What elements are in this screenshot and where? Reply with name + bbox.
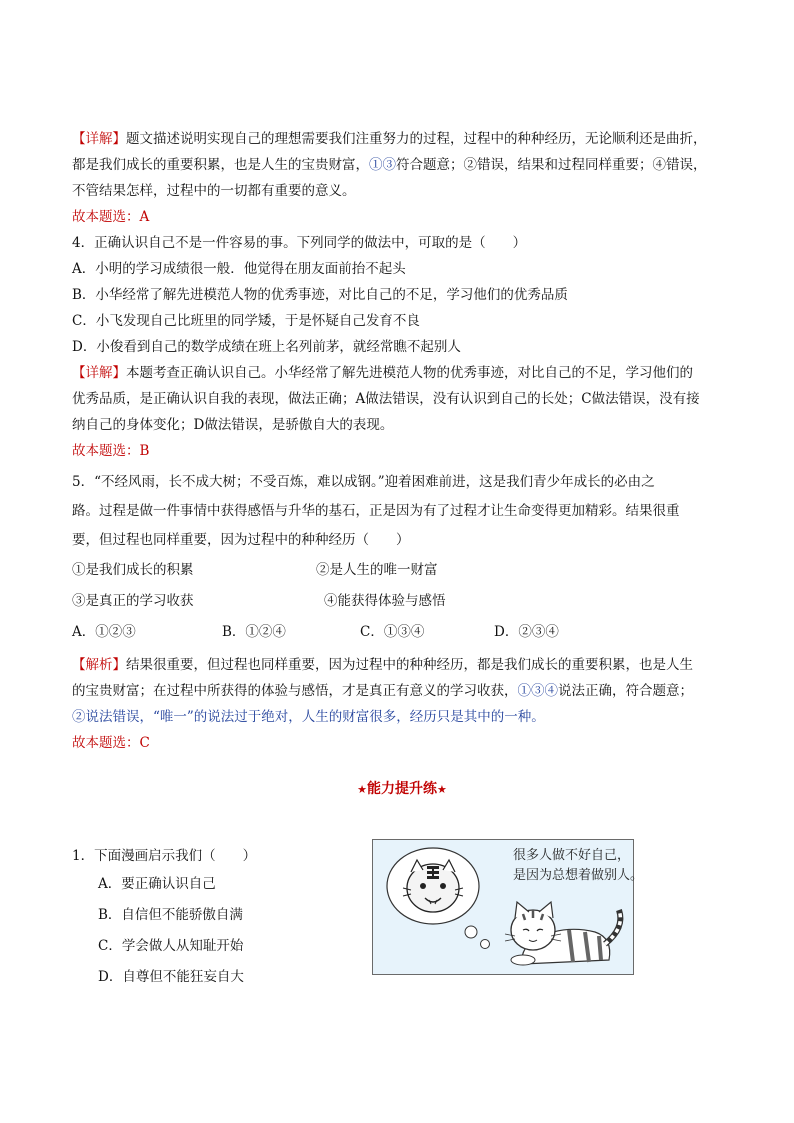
analysis-text: 说法正确，符合题意； — [558, 683, 693, 699]
statement-2: ②是人生的唯一财富 — [316, 562, 438, 578]
detail-text: 不管结果怎样，过程中的一切都有重要的意义。 — [72, 183, 356, 199]
question-stem: 路。过程是做一件事情中获得感悟与升华的基石，正是因为有了过程才让生命变得更加精彩。结果很重 — [72, 503, 680, 519]
answer-label: 故本题选： — [72, 735, 140, 751]
statement-1: ①是我们成长的积累 — [72, 562, 194, 578]
cartoon-image — [372, 839, 644, 975]
detail-text: 纳自己的身体变化；D做法错误，是骄傲自大的表现。 — [72, 417, 394, 433]
option-a: A．①②③ — [72, 624, 136, 640]
option-d: D．②③④ — [494, 624, 559, 640]
star-icon: ★ — [357, 783, 367, 796]
question-stem: 5．“不经风雨，长不成大树；不受百炼，难以成钢。”迎着困难前进，这是我们青少年成长的必由之 — [72, 474, 655, 490]
section-title-text: 能力提升练 — [367, 781, 437, 797]
analysis-text: 的宝贵财富；在过程中所获得的体验与感悟，才是真正有意义的学习收获， — [72, 683, 518, 699]
analysis-text: 结果很重要，但过程也同样重要，因为过程中的种种经历，都是我们成长的重要积累，也是人生 — [126, 657, 693, 673]
option-a: A．小明的学习成绩很一般．他觉得在朋友面前抬不起头 — [72, 261, 406, 277]
answer-value: A — [139, 209, 150, 225]
detail-text: 本题考查正确认识自己。小华经常了解先进模范人物的优秀事迹，对比自己的不足，学习他们的 — [126, 365, 693, 381]
question-stem: 1．下面漫画启示我们（ ） — [72, 848, 257, 864]
caption-line-2: 是因为总想着做别人。 — [513, 868, 644, 883]
option-b: B．自信但不能骄傲自满 — [98, 907, 243, 923]
analysis-text: ②说法错误，“唯一”的说法过于绝对，人生的财富很多，经历只是其中的一种。 — [72, 709, 545, 725]
option-a: A．要正确认识自己 — [98, 876, 216, 892]
option-c: C．①③④ — [360, 624, 425, 640]
answer-label: 故本题选： — [72, 443, 140, 459]
option-c: C．小飞发现自己比班里的同学矮，于是怀疑自己发育不良 — [72, 313, 420, 329]
answer-value: B — [139, 443, 150, 459]
caption-line-1: 很多人做不好自己， — [513, 848, 631, 863]
analysis-highlight: ①③④ — [517, 683, 558, 699]
question-stem: 4．正确认识自己不是一件容易的事。下列同学的做法中，可取的是（ ） — [72, 235, 527, 251]
statement-3: ③是真正的学习收获 — [72, 593, 194, 609]
detail-highlight: ①③ — [369, 157, 396, 173]
detail-text: 优秀品质，是正确认识自我的表现，做法正确；A做法错误，没有认识到自己的长处；C做法错误，没有接 — [72, 391, 700, 407]
detail-tag: 【详解】 — [72, 365, 126, 381]
detail-tag: 【详解】 — [72, 131, 126, 147]
analysis-tag: 【解析】 — [72, 657, 126, 673]
option-b: B．①②④ — [222, 624, 286, 640]
section-title — [72, 776, 732, 803]
question-5 — [72, 468, 732, 756]
page-content — [72, 126, 732, 1043]
q3-explanation — [72, 126, 732, 230]
question-stem: 要，但过程也同样重要，因为过程中的种种经历（ ） — [72, 532, 410, 548]
option-b: B．小华经常了解先进模范人物的优秀事迹，对比自己的不足，学习他们的优秀品质 — [72, 287, 568, 303]
option-c: C．学会做人从知耻开始 — [98, 938, 244, 954]
answer-value: C — [139, 735, 150, 751]
statement-4: ④能获得体验与感悟 — [324, 593, 446, 609]
star-icon: ★ — [437, 783, 447, 796]
detail-text: 都是我们成长的重要积累，也是人生的宝贵财富， — [72, 157, 369, 173]
question-1 — [72, 843, 732, 1043]
question-4 — [72, 230, 732, 464]
cartoon-caption — [513, 846, 643, 886]
option-d: D．小俊看到自己的数学成绩在班上名列前茅，就经常瞧不起别人 — [72, 339, 461, 355]
option-d: D．自尊但不能狂妄自大 — [98, 969, 244, 985]
detail-text: 题文描述说明实现自己的理想需要我们注重努力的过程，过程中的种种经历，无论顺利还是曲折， — [126, 131, 707, 147]
detail-text: 符合题意；②错误，结果和过程同样重要；④错误， — [396, 157, 707, 173]
answer-label: 故本题选： — [72, 209, 140, 225]
